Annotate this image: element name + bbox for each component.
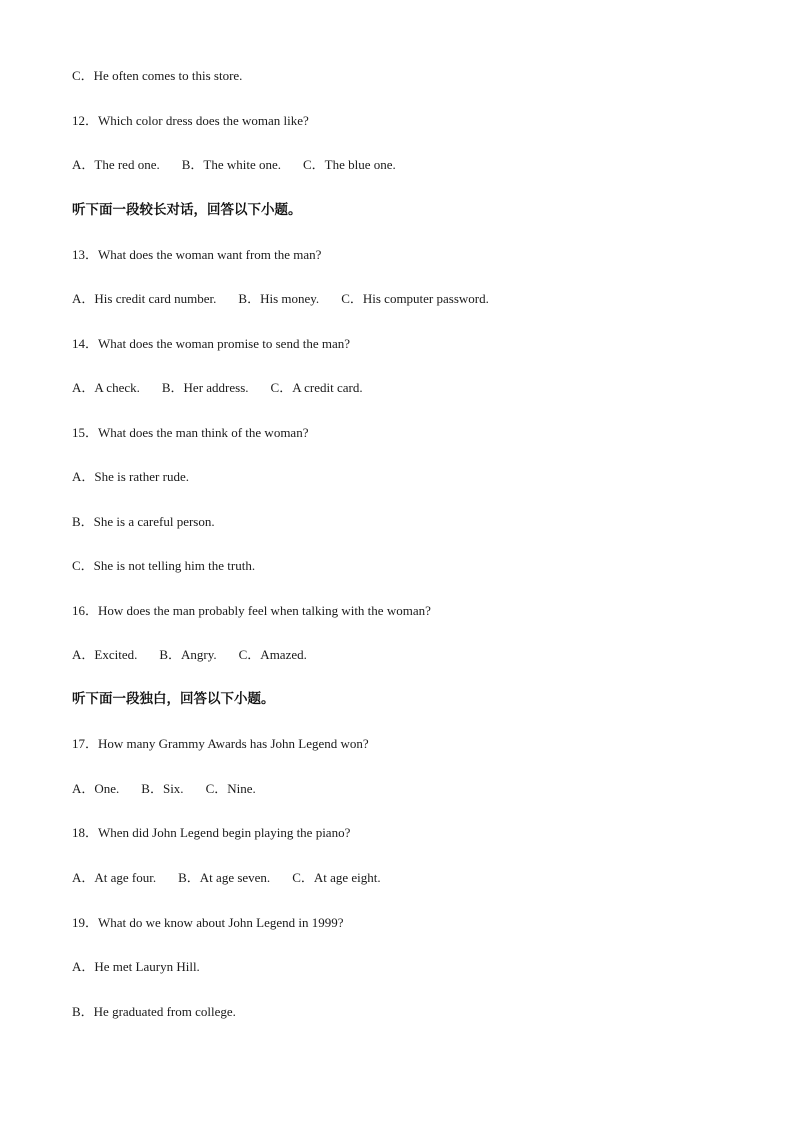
q11-option-c: C．He often comes to this store.: [72, 68, 243, 83]
section-heading-dialogue: 听下面一段较长对话，回答以下小题。: [72, 202, 302, 218]
q12-option-a: A．The red one.: [72, 157, 160, 172]
question-17: 17．How many Grammy Awards has John Legend won?: [72, 736, 369, 751]
q18-option-a: A．At age four.: [72, 870, 157, 885]
q19-option-a: A．He met Lauryn Hill.: [72, 959, 200, 974]
q17-options: [72, 781, 256, 797]
q18-options: [72, 870, 381, 886]
q15-option-a: A．She is rather rude.: [72, 469, 189, 484]
q16-option-c: C．Amazed.: [238, 647, 307, 662]
question-13: 13．What does the woman want from the man?: [72, 247, 322, 262]
q13-option-a: A．His credit card number.: [72, 291, 217, 306]
question-18: 18．When did John Legend begin playing the piano?: [72, 825, 351, 840]
q12-option-c: C．The blue one.: [303, 157, 396, 172]
q19-option-b: B．He graduated from college.: [72, 1004, 236, 1019]
q14-option-b: B．Her address.: [161, 380, 249, 395]
q13-option-c: C．His computer password.: [341, 291, 489, 306]
question-14: 14．What does the woman promise to send the man?: [72, 336, 350, 351]
question-15: 15．What does the man think of the woman?: [72, 425, 309, 440]
q17-option-a: A．One.: [72, 781, 120, 796]
q16-option-b: B．Angry.: [159, 647, 217, 662]
q14-option-a: A．A check.: [72, 380, 140, 395]
q13-options: [72, 291, 489, 307]
q17-option-c: C．Nine.: [205, 781, 256, 796]
q12-option-b: B．The white one.: [181, 157, 282, 172]
q16-options: [72, 647, 307, 663]
question-19: 19．What do we know about John Legend in 1999?: [72, 915, 344, 930]
q14-option-c: C．A credit card.: [270, 380, 363, 395]
q15-option-c: C．She is not telling him the truth.: [72, 558, 256, 573]
q12-options: [72, 157, 396, 173]
q15-option-b: B．She is a careful person.: [72, 514, 215, 529]
q14-options: [72, 380, 363, 396]
question-12: 12．Which color dress does the woman like?: [72, 113, 309, 128]
q17-option-b: B．Six.: [141, 781, 184, 796]
section-heading-monologue: 听下面一段独白，回答以下小题。: [72, 691, 275, 707]
q18-option-c: C．At age eight.: [292, 870, 381, 885]
q13-option-b: B．His money.: [238, 291, 320, 306]
q16-option-a: A．Excited.: [72, 647, 138, 662]
q18-option-b: B．At age seven.: [178, 870, 271, 885]
question-16: 16．How does the man probably feel when talking with the woman?: [72, 603, 431, 618]
